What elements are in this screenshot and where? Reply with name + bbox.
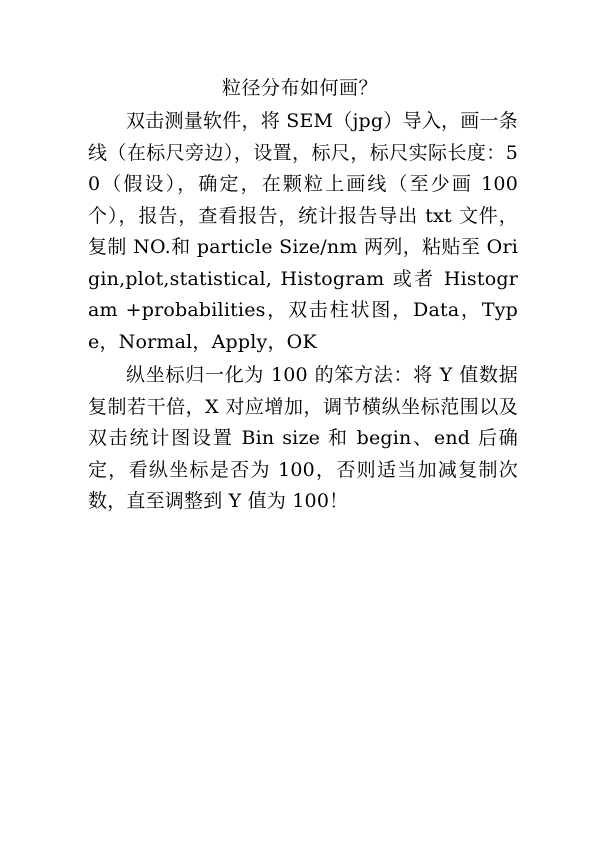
- page-title: 粒径分布如何画？: [221, 77, 378, 99]
- paragraph-histogram-steps: 双击测量软件，将 SEM（jpg）导入，画一条线（在标尺旁边），设置，标尺，标尺实际长度：50（假设），确定，在颗粒上画线（至少画 100 个），报告，查看报告，统计报告导出 txt 文件，复制 NO.和 particle Size/nm 两列，粘贴至 Origin,plot,statistical, Histogram 或者 Histogram +probabilities，双击柱状图，Data，Type，Normal，Apply，OK: [88, 110, 518, 353]
- paragraph-normalization-method: 纵坐标归一化为 100 的笨方法：将 Y 值数据复制若干倍，X 对应增加，调节横纵坐标范围以及双击统计图设置 Bin size 和 begin、end 后确定，看纵坐标是否为 100，否则适当加减复制次数，直至调整到 Y 值为 100！: [88, 364, 518, 512]
